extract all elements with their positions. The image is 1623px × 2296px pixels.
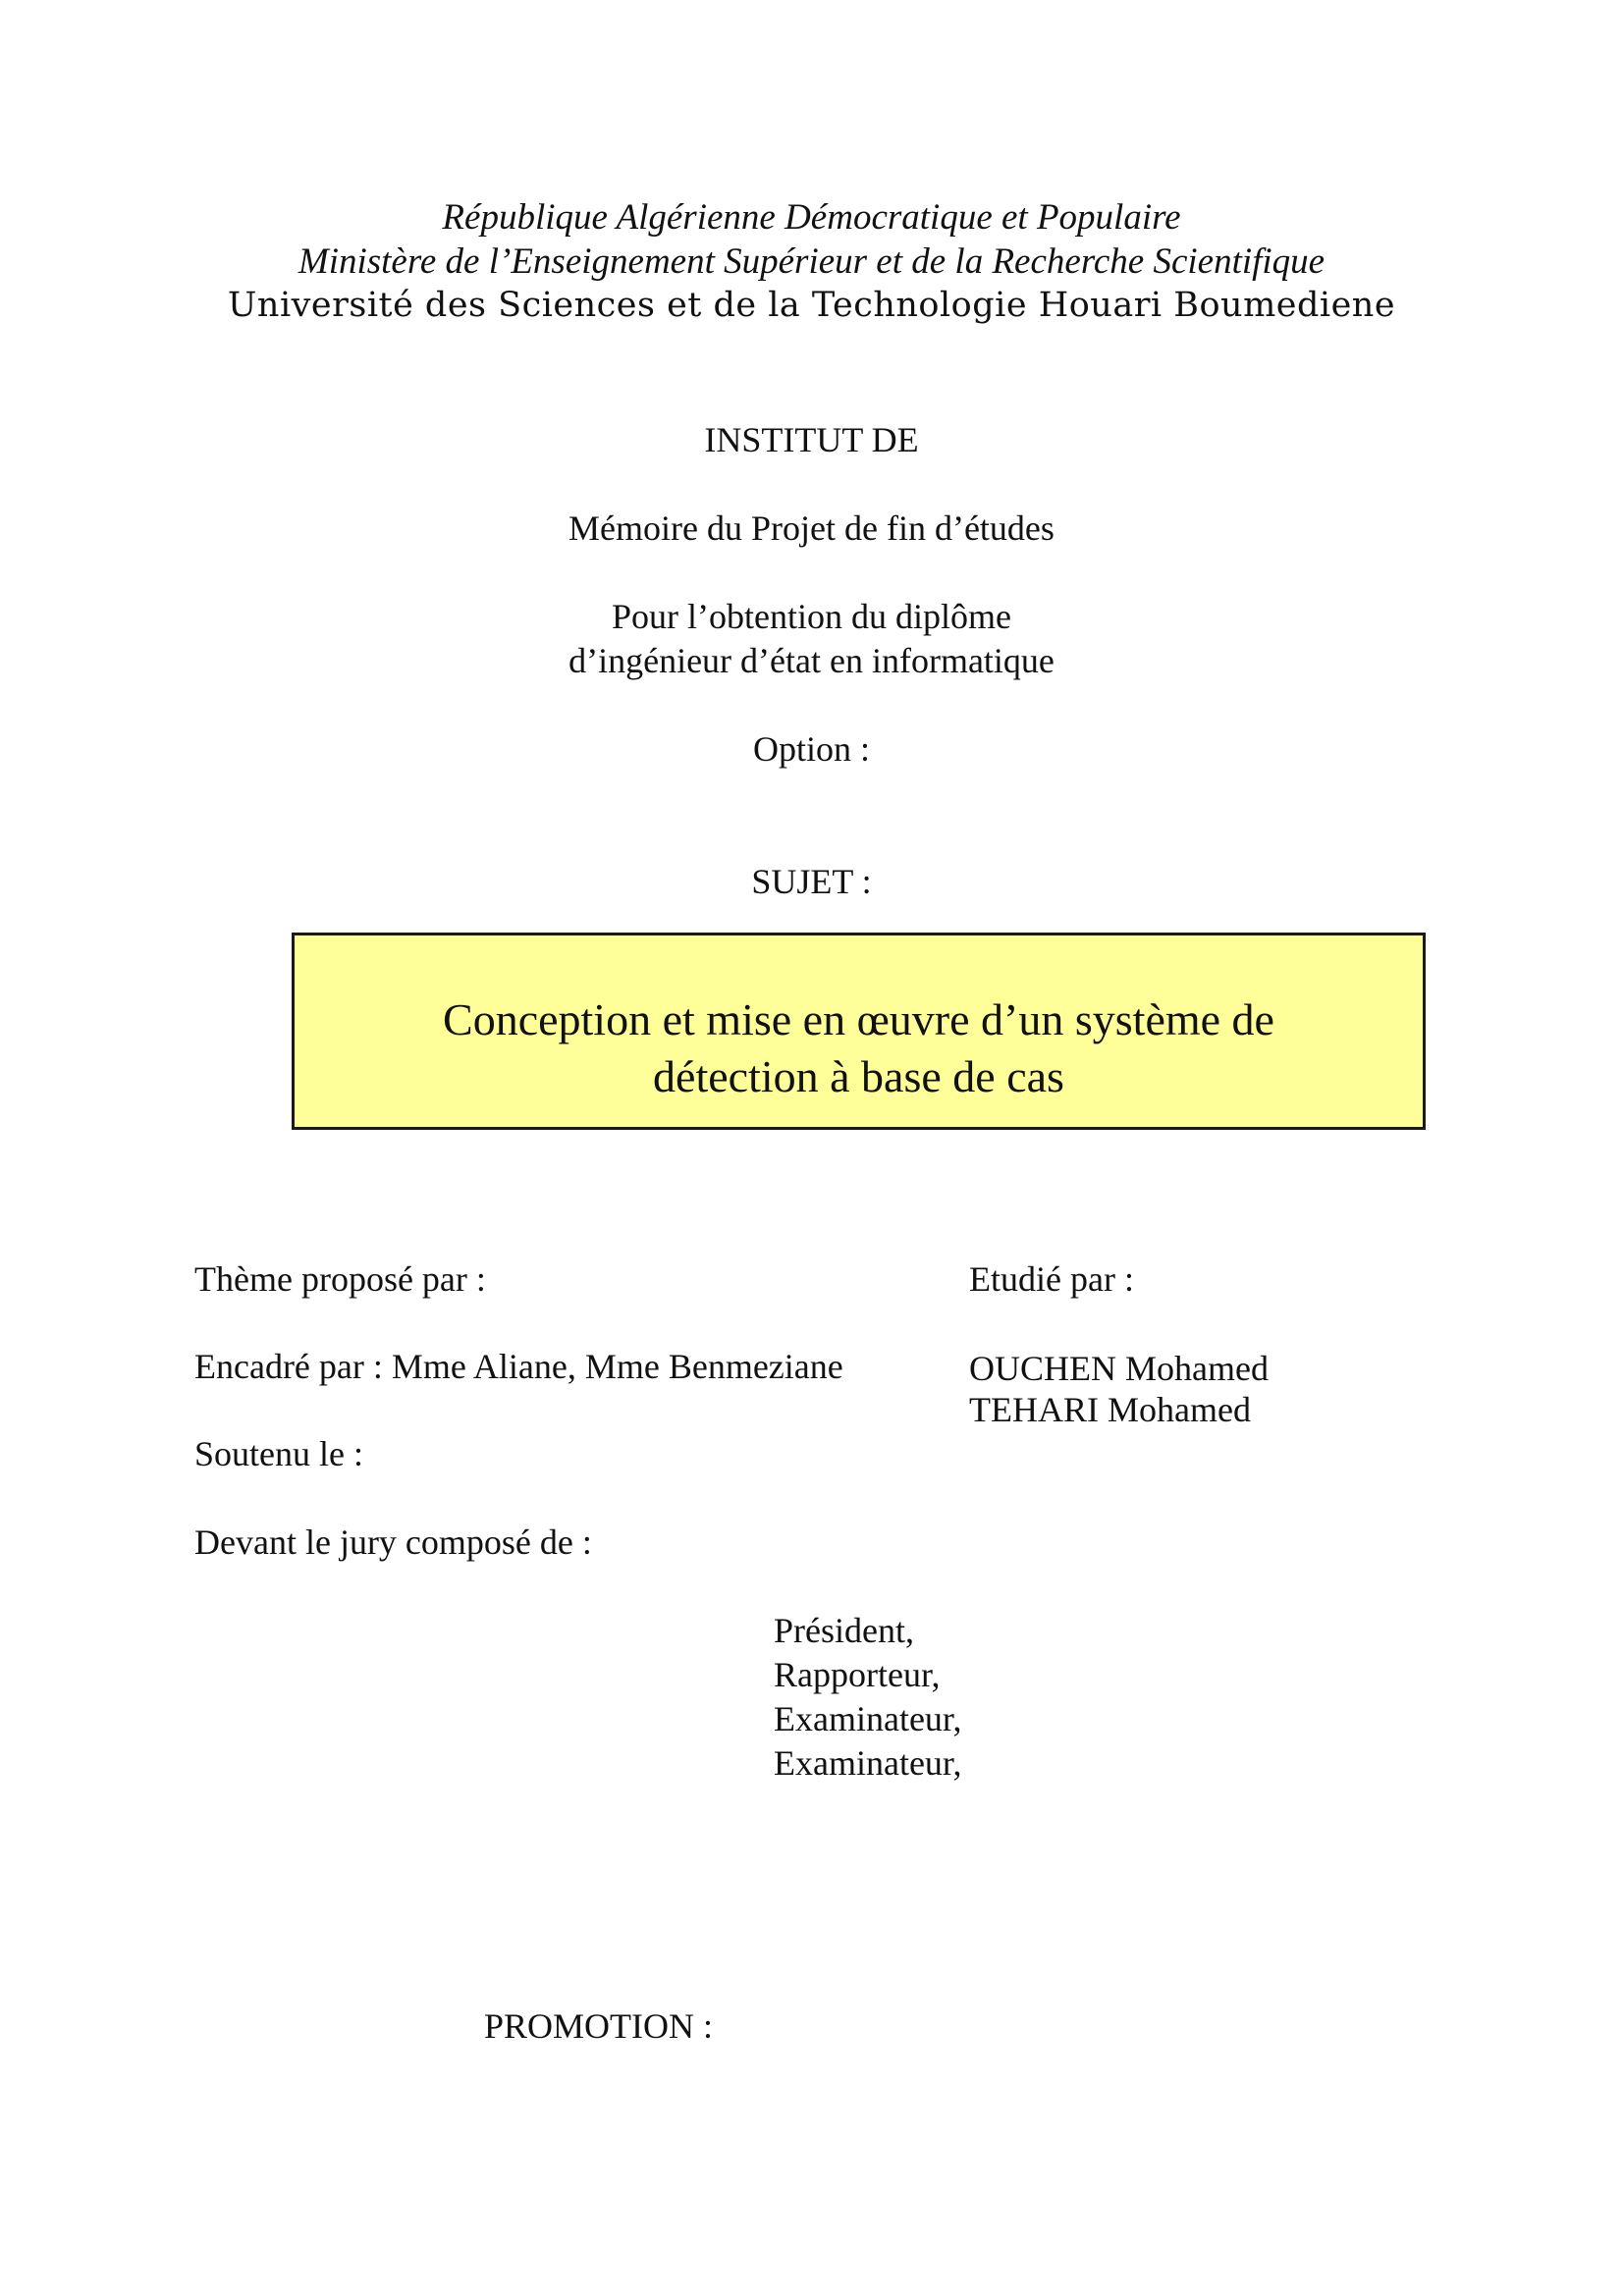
theme-proposed-label: Thème proposé par : (194, 1259, 486, 1299)
jury-role-president: Président, (774, 1611, 914, 1650)
supervised-by-label: Encadré par : Mme Aliane, Mme Benmeziane (194, 1347, 843, 1386)
studied-by-label: Etudié par : (969, 1259, 1134, 1299)
republic-heading: République Algérienne Démocratique et Populaire (442, 197, 1181, 238)
jury-role-rapporteur: Rapporteur, (774, 1655, 941, 1694)
promotion-label: PROMOTION : (484, 2006, 714, 2046)
student-name-2: TEHARI Mohamed (969, 1390, 1251, 1429)
jury-role-examiner-2: Examinateur, (774, 1743, 962, 1783)
jury-role-examiner-1: Examinateur, (774, 1699, 962, 1738)
option-label: Option : (752, 729, 870, 769)
jury-label: Devant le jury composé de : (194, 1522, 592, 1562)
subject-title-line-1: Conception et mise en œuvre d’un système de (443, 994, 1274, 1044)
institute-label: INSTITUT DE (704, 420, 919, 459)
ministry-heading: Ministère de l’Enseignement Supérieur et de la Recherche Scientifique (298, 241, 1325, 282)
subject-label: SUJET : (751, 862, 872, 901)
university-heading: Université des Sciences et de la Technologie Houari Boumediene (227, 286, 1396, 325)
student-name-1: OUCHEN Mohamed (969, 1349, 1269, 1388)
subject-box (292, 933, 1426, 1130)
diploma-line-2: d’ingénieur d’état en informatique (568, 641, 1055, 680)
defended-on-label: Soutenu le : (194, 1434, 363, 1473)
subject-title-line-2: détection à base de cas (653, 1051, 1064, 1101)
diploma-line-1: Pour l’obtention du diplôme (612, 597, 1011, 636)
memoire-title: Mémoire du Projet de fin d’études (568, 508, 1055, 548)
